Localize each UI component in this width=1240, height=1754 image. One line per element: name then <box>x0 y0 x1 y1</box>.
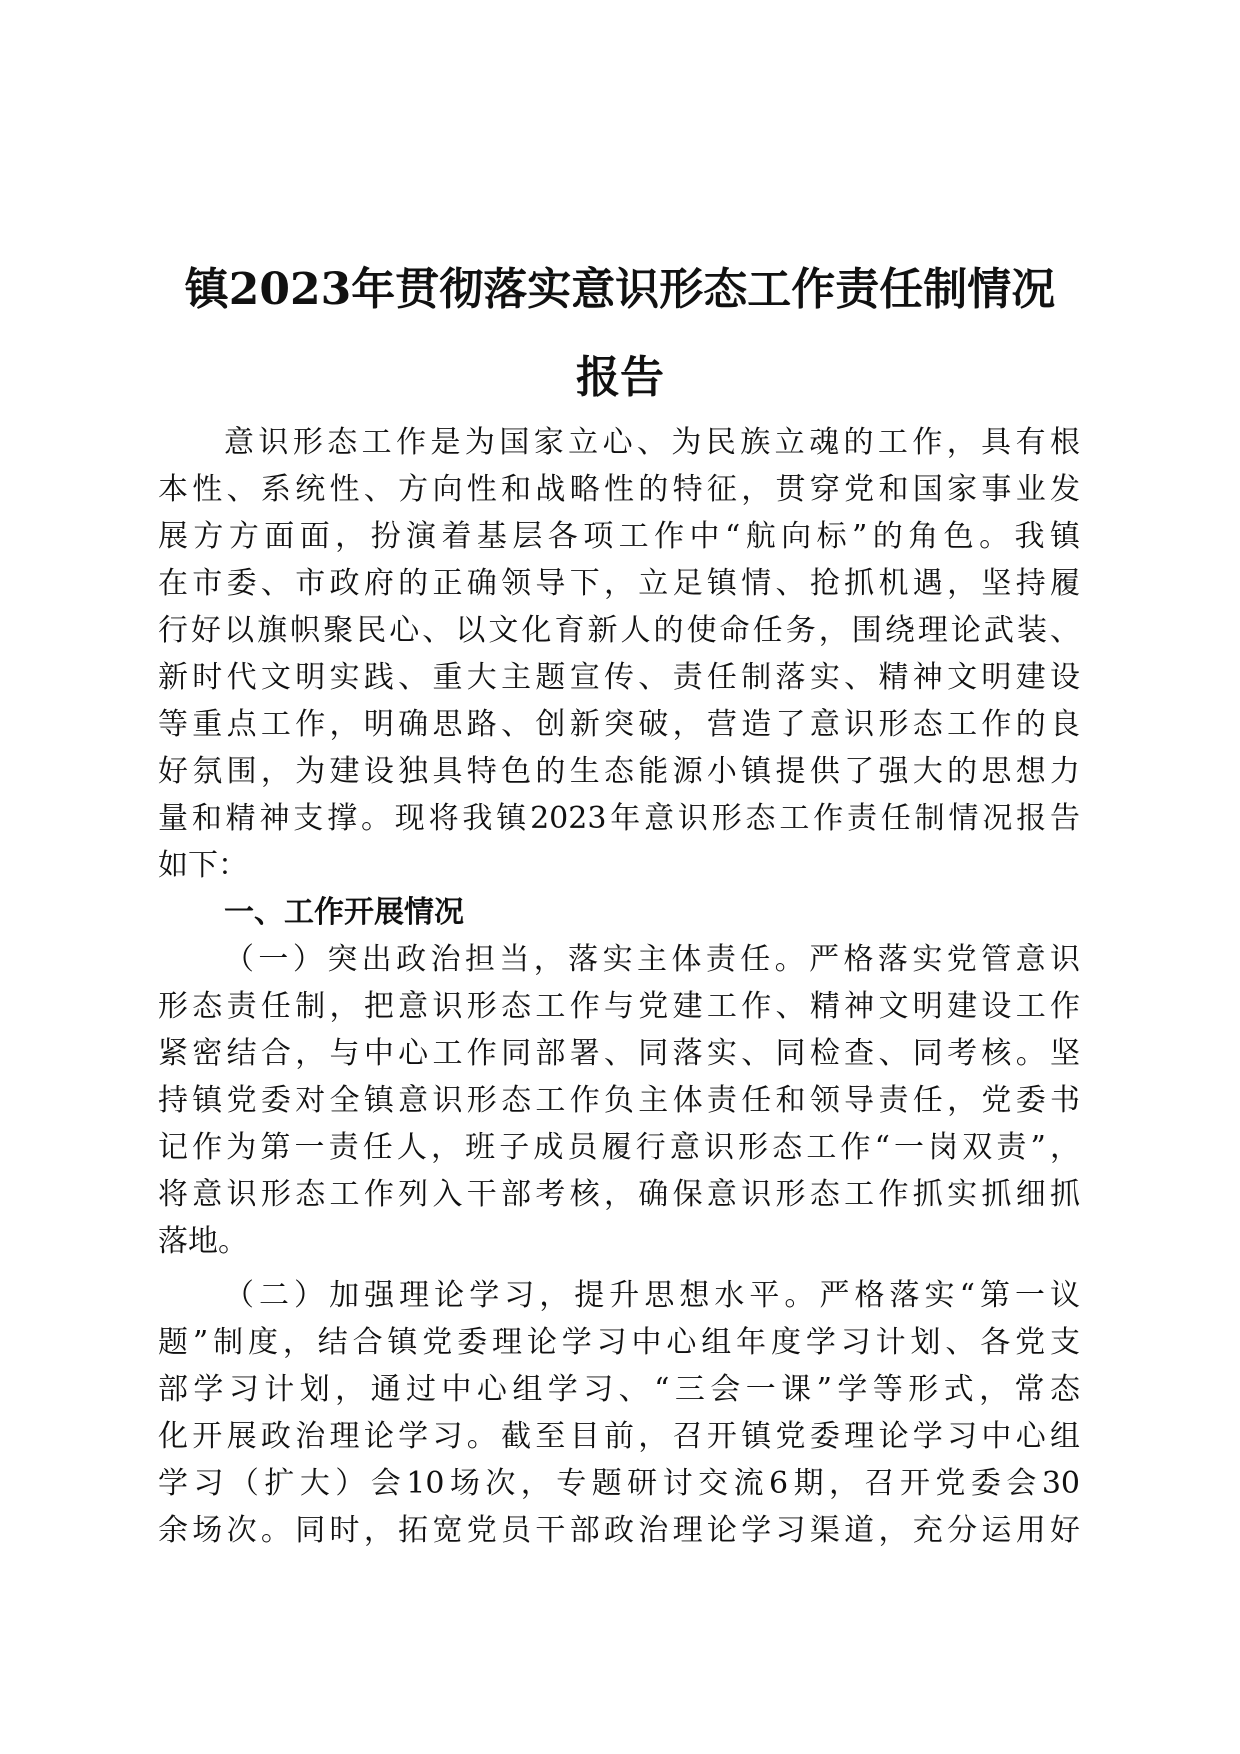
para2-line: 学习（扩大）会10场次，专题研讨交流6期，召开党委会30 <box>158 1466 1080 1501</box>
para1-line: 将意识形态工作列入干部考核，确保意识形态工作抓实抓细抓 <box>158 1177 1080 1212</box>
intro-line: 意识形态工作是为国家立心、为民族立魂的工作，具有根 <box>224 425 1080 460</box>
para1-line: （一）突出政治担当，落实主体责任。严格落实党管意识 <box>224 942 1080 977</box>
para1-line: 记作为第一责任人，班子成员履行意识形态工作“一岗双责”， <box>158 1130 1080 1165</box>
para2-line: 部学习计划，通过中心组学习、“三会一课”学等形式，常态 <box>158 1372 1080 1407</box>
para2-line: 题”制度，结合镇党委理论学习中心组年度学习计划、各党支 <box>158 1325 1080 1360</box>
intro-line: 展方方面面，扮演着基层各项工作中“航向标”的角色。我镇 <box>158 519 1080 554</box>
intro-line: 行好以旗帜聚民心、以文化育新人的使命任务，围绕理论武装、 <box>158 613 1080 648</box>
document-title-line-1: 镇2023年贯彻落实意识形态工作责任制情况 <box>184 264 1056 315</box>
intro-line: 好氛围，为建设独具特色的生态能源小镇提供了强大的思想力 <box>158 754 1080 789</box>
intro-line: 如下： <box>158 848 248 883</box>
intro-line: 在市委、市政府的正确领导下，立足镇情、抢抓机遇，坚持履 <box>158 566 1080 601</box>
para1-line: 持镇党委对全镇意识形态工作负主体责任和领导责任，党委书 <box>158 1083 1080 1118</box>
intro-line: 等重点工作，明确思路、创新突破，营造了意识形态工作的良 <box>158 707 1080 742</box>
section-heading: 一、工作开展情况 <box>224 895 464 930</box>
para2-line: 余场次。同时，拓宽党员干部政治理论学习渠道，充分运用好 <box>158 1513 1080 1548</box>
para2-line: （二）加强理论学习，提升思想水平。严格落实“第一议 <box>224 1278 1080 1313</box>
para1-line: 紧密结合，与中心工作同部署、同落实、同检查、同考核。坚 <box>158 1036 1080 1071</box>
intro-line: 量和精神支撑。现将我镇2023年意识形态工作责任制情况报告 <box>158 801 1080 836</box>
para1-line: 落地。 <box>158 1224 248 1259</box>
intro-line: 本性、系统性、方向性和战略性的特征，贯穿党和国家事业发 <box>158 472 1080 507</box>
intro-line: 新时代文明实践、重大主题宣传、责任制落实、精神文明建设 <box>158 660 1080 695</box>
para1-line: 形态责任制，把意识形态工作与党建工作、精神文明建设工作 <box>158 989 1080 1024</box>
para2-line: 化开展政治理论学习。截至目前，召开镇党委理论学习中心组 <box>158 1419 1080 1454</box>
document-title-line-2: 报告 <box>576 352 664 403</box>
